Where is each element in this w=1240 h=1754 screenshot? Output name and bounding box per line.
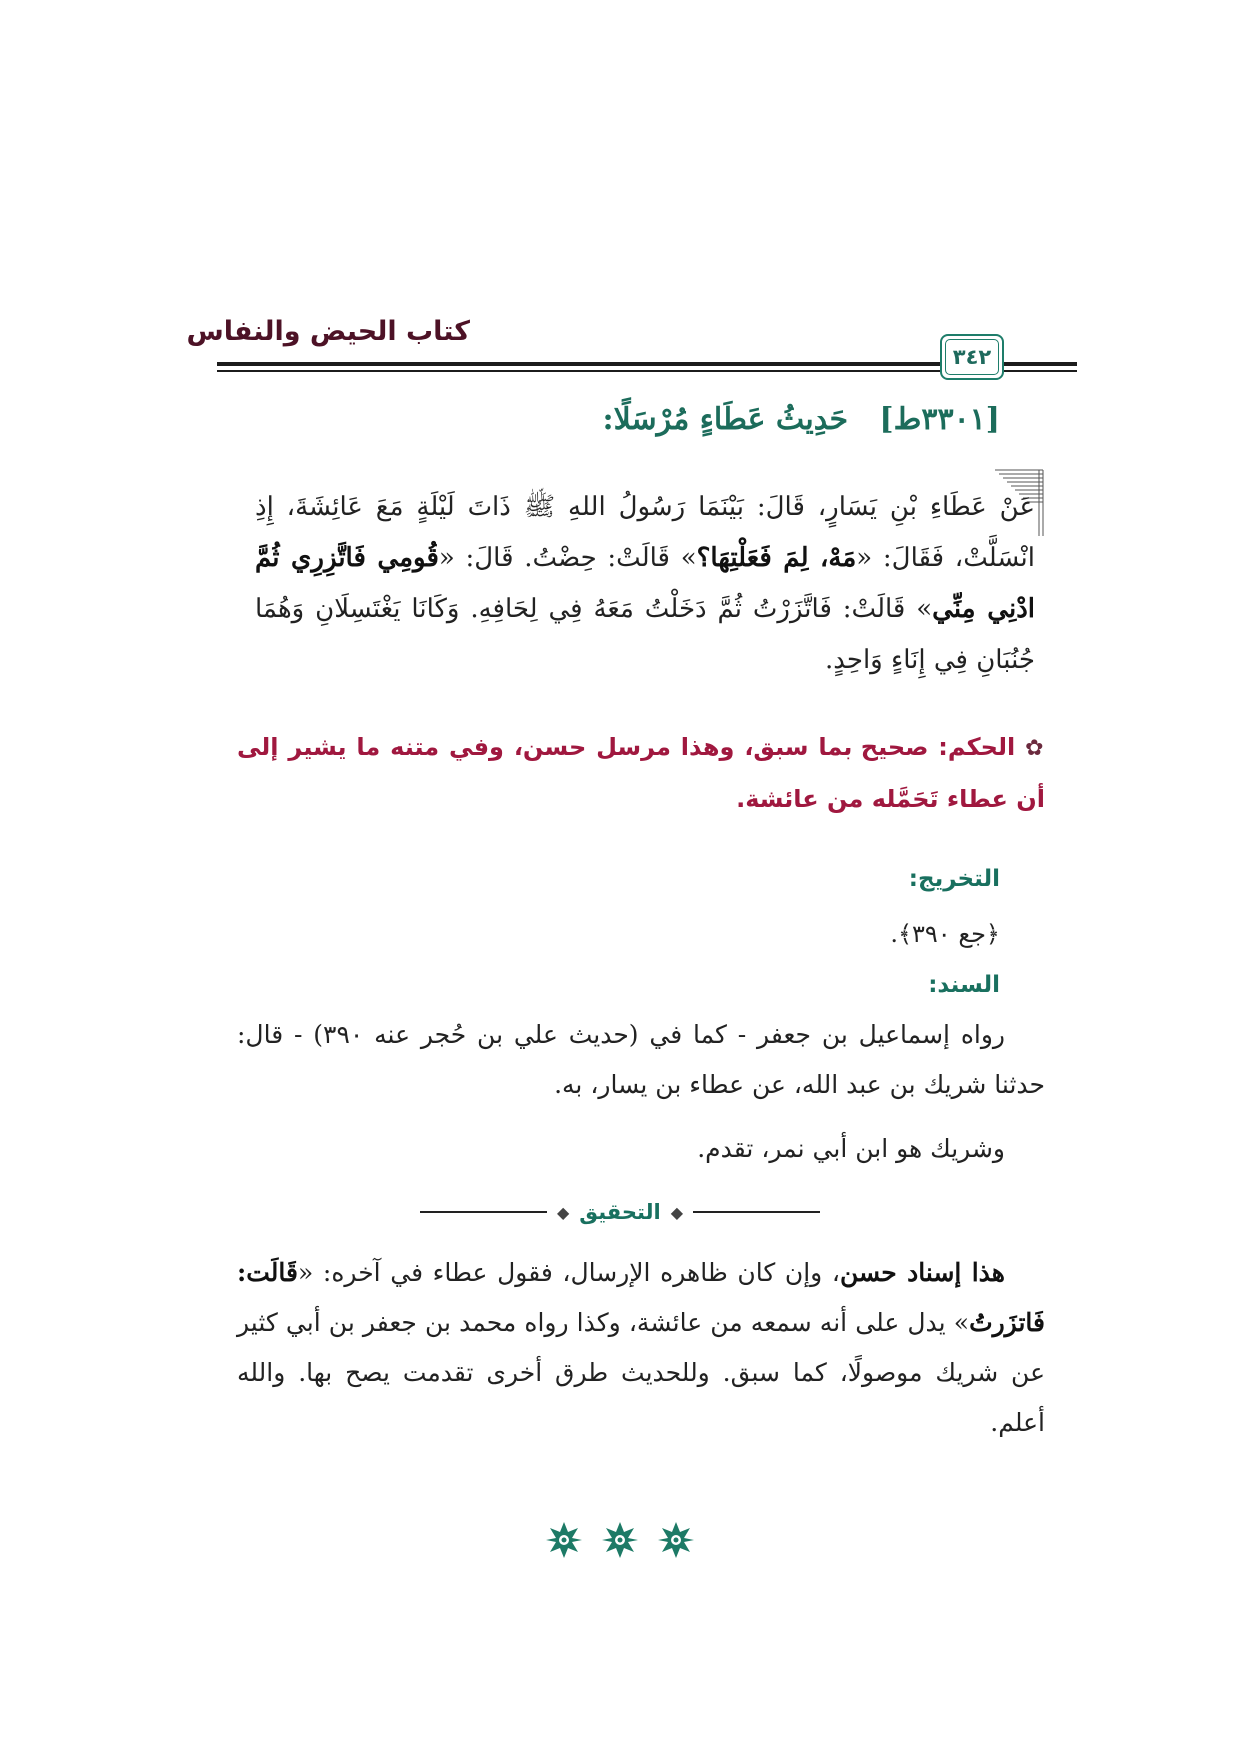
book-title: كتاب الحيض والنفاس [186, 316, 470, 347]
hadith-text [255, 482, 1035, 686]
tahqiq-text-1: ، وإن كان ظاهره الإرسال، فقول عطاء في آخره: « [297, 1258, 840, 1287]
page-number: ٣٤٢ [952, 345, 992, 369]
footer-ornaments [520, 1520, 720, 1564]
tahqiq-divider [420, 1196, 820, 1228]
page-number-badge [940, 334, 1004, 380]
tahqiq-lead: هذا إسناد حسن [839, 1258, 1005, 1287]
ruling-paragraph [237, 722, 1045, 824]
sanad-paragraph-1: رواه إسماعيل بن جعفر - كما في (حديث علي بن حُجر عنه ٣٩٠) - قال: حدثنا شريك بن عبد الله، عن عطاء بن يسار، به. [237, 1020, 1045, 1099]
hadith-part-1: عَنْ عَطَاءِ بْنِ يَسَارٍ، قَالَ: بَيْنَمَا رَسُولُ اللهِ ﷺ ذَاتَ لَيْلَةٍ مَعَ عَائِشَةَ، إِذِ انْسَلَّتْ، فَقَالَ: « [255, 492, 1035, 573]
tahqiq-quote: قَالَت: فَاتزَرتُ [237, 1258, 1045, 1337]
ruling-label: الحكم: [938, 733, 1016, 761]
section-number: [٣٣٠١ط] [879, 402, 1000, 437]
flower-icon [656, 1520, 696, 1560]
hadith-part-2: » قَالَتْ: حِضْتُ. قَالَ: « [438, 543, 697, 573]
takhrij-reference: ﴿جع ٣٩٠﴾. [890, 920, 1000, 948]
hadith-quote-2: قُومِي فَاتَّزِرِي ثُمَّ ادْنِي مِنِّي [255, 543, 1035, 624]
hadith-part-3: » قَالَتْ: فَاتَّزَرْتُ ثُمَّ دَخَلْتُ مَعَهُ فِي لِحَافِهِ. وَكَانَا يَغْتَسِلَانِ وَهُمَا جُنُبَانِ فِي إِنَاءٍ وَاحِدٍ. [255, 594, 1035, 675]
sanad-paragraph-2: وشريك هو ابن أبي نمر، تقدم. [697, 1134, 1005, 1163]
tahqiq-text-2: » يدل على أنه سمعه من عائشة، وكذا رواه محمد بن جعفر بن أبي كثير عن شريك موصولًا، كما سبق. وللحديث طرق أخرى تقدمت يصح بها. والله أعلم. [237, 1308, 1045, 1437]
flower-icon: ✿ [1025, 736, 1046, 761]
ruling-text: صحيح بما سبق، وهذا مرسل حسن، وفي متنه ما يشير إلى أن عطاء تَحَمَّله من عائشة. [237, 733, 1045, 813]
divider-ornament-icon: ◆ [556, 1202, 570, 1222]
flower-icon [600, 1520, 640, 1560]
hadith-quote-1: مَهْ، لِمَ فَعَلْتِهَا؟ [696, 543, 857, 573]
divider-ornament-icon: ◆ [670, 1202, 684, 1222]
takhrij-heading: التخريج: [908, 866, 1000, 892]
sanad-heading: السند: [928, 972, 1000, 998]
tahqiq-paragraph [237, 1248, 1045, 1448]
section-title [200, 402, 1000, 437]
divider-line-left [420, 1211, 547, 1213]
flower-icon [544, 1520, 584, 1560]
section-heading: حَدِيثُ عَطَاءٍ مُرْسَلًا: [602, 402, 849, 437]
divider-line-right [693, 1211, 820, 1213]
tahqiq-heading: التحقيق [579, 1200, 661, 1224]
